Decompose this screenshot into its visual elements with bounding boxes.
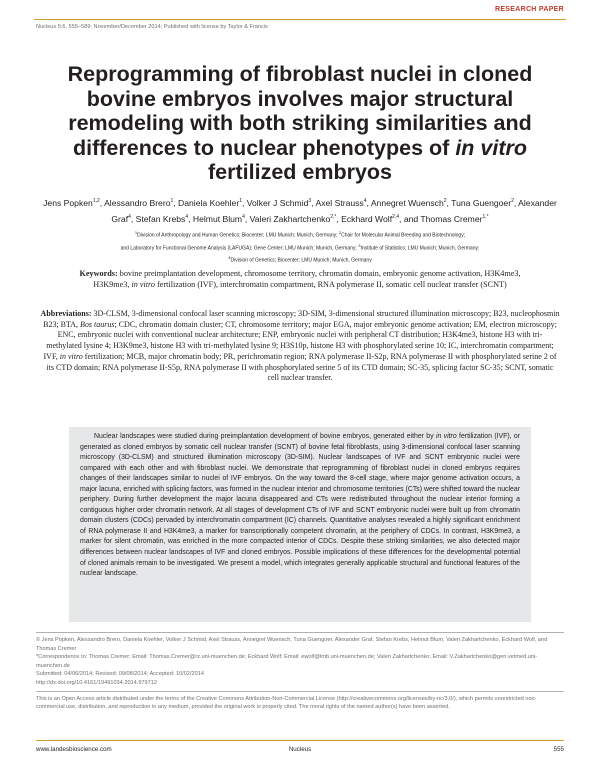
author-affiliation-marker: 1,2 — [92, 198, 100, 204]
affiliation-text: Institute of Statistics; LMU Munich; Munich, Germany; — [360, 245, 480, 252]
author-name: Annegret Wuensch — [370, 197, 444, 208]
footer-journal: Nucleus — [288, 746, 312, 753]
affiliation-marker: 1 — [134, 230, 138, 235]
affiliation-line — [36, 253, 564, 266]
author-name: Axel Strauss — [315, 197, 364, 208]
affiliation-line — [36, 241, 564, 254]
author-affiliation-marker: 1,* — [482, 213, 489, 220]
author-name: Alexander Graf — [111, 197, 557, 224]
author-name: Daniela Koehler — [178, 197, 240, 208]
keywords-text: bovine preimplantation development, chromosome territory, chromatin domain, embryonic genome activation, H3K4me3, H3K9me3, — [93, 269, 521, 289]
affiliation-text: Division of Anthropology and Human Genetics; Biocenter; LMU Munich; Munich, Germany; — [137, 232, 339, 239]
author-affiliation-marker: 1 — [170, 198, 174, 204]
top-bar — [0, 0, 600, 20]
affiliation-text: and Laboratory for Functional Genome Analysis (LAFUGA); Gene Center; LMU Munich; Munich, Germany; — [120, 245, 359, 252]
title-line: Reprogramming of fibroblast nuclei in cloned — [67, 62, 533, 86]
author-affiliation-marker: 2 — [511, 198, 514, 204]
author-name: Alessandro Brero — [104, 197, 171, 208]
dates: Submitted: 04/06/2014; Revised: 09/08/2014; Accepted: 10/02/2014 — [36, 671, 204, 678]
keywords-text: fertilization (IVF), interchromatin compartment, RNA polymerase II, somatic cell nuclear transfer (SCNT) — [157, 280, 507, 289]
copyright: © Jens Popken, Alessandro Brero, Daniela Koehler, Volker J Schmid, Axel Strauss, Annegret Wuensch, Tuna Guengoer, Alexander Graf, Stefan Krebs, Helmut Blum, Valeri Zakhartchenko, Eckhard Wolf, and Thomas Cremer — [36, 637, 548, 652]
author-name: Valeri Zakhartchenko — [249, 213, 331, 224]
abbreviations-italic: Bos taurus — [80, 319, 115, 329]
abbreviations — [40, 309, 560, 384]
author-name: Helmut Blum — [192, 213, 243, 224]
affiliation-marker: 2 — [338, 230, 342, 235]
affiliation-marker: 3 — [358, 242, 361, 248]
abstract-part: fertilization (IVF), or generated as cloned embryos by somatic cell nuclear transfer (SCNT) of bovine fetal fibroblasts, using 3-dimensional confocal laser scanning microscopy (3D-CLSM) and structured illumination microscopy (3D-SIM). Nuclear landscapes of IVF and SCNT embryonic nuclei were compared with each other and with fibroblast nuclei. We demonstrate that reprogramming of fibroblast nuclei in cloned embryos requires changes of their landscapes similar to nuclei of IVF embryos. On the way toward the 8-cell stage, where major genome activation occurs, a major lacuna, enriched with splicing factors, was formed in the nuclear interior and chromosome territories (CTs) were shifted toward the nuclear periphery. During further development the major lacuna disappeared and CTs were redistributed throughout the nuclear interior forming a contiguous higher order chromatin network. At all stages of development CTs of IVF and SCNT embryonic nuclei were built up from chromatin domain clusters (CDCs) pervaded by interchromatin compartment (IC) channels. Quantitative analyses revealed a highly significant enrichment of RNA polymerase II and H3K4me3, a marker for transcriptionally competent chromatin, at the periphery of CDCs. In contrast, H3K9me3, a marker for silent chromatin, was enriched in the more compacted interior of CDCs. Despite these striking similarities, we also detected major differences between nuclear landscapes of IVF and cloned embryos. Possible implications of these differences for the developmental potential of cloned animals remain to be investigated. We present a model, which integrates generally applicable structural and functional features of the nuclear landscape. — [80, 433, 521, 578]
affiliation-line — [36, 228, 564, 241]
author-affiliation-marker: 2,* — [330, 213, 337, 220]
affiliation-text: Division of Genetics; Biocenter; LMU Munich; Munich, Germany — [230, 257, 372, 264]
abbreviations-text: fertilization; MCB, major chromatin body; PR, perichromatin region; RNA polymerase II-S2p, RNA polymerase II with phosphorylated serine 2 of its CTD domain; RNA polymerase II-S5p, RNA polymerase II with phosphorylated serine 5 of its CTD domain; SC-35, splicing factor SC-35; SCNT, somatic cell nuclear transfer. — [46, 351, 557, 383]
article-title — [60, 62, 540, 185]
author-list: Jens Popken$^{1,2}$, Alessandro Brero$^1$, Daniela Koehler$^1$, Volker J Schmid$^3$, Axel Strauss$^4$, Annegret Wuensch$^2$, Tuna Guengoer$^2$, Alexander Graf$^4$, Stefan Krebs$^4$, Helmut Blum$^4$, Valeri Zakhartchenko$^{2,*}$, Eckhard Wolf$^{2,4}$, and Thomas Cremer$^{1,*}$ — [43, 197, 557, 224]
correspondence: *Correspondence to: Thomas Cremer; Email: Thomas.Cremer@rz.uni-muenchen.de; Eckhard Wolf; Email: ewolf@lmb.uni-muenchen.de; Valeri Zakhartchenko; Email: V.Zakhartchenko@gen.vetmed.uni-muenchen.de — [36, 654, 538, 669]
abstract-part: Nuclear landscapes were studied during preimplantation development of bovine embryos, generated either by — [94, 433, 434, 440]
author-affiliation-marker: 3 — [308, 198, 312, 204]
author-affiliation-marker: 4 — [185, 213, 189, 220]
title-italic: in vitro — [455, 135, 527, 160]
abstract-text — [80, 432, 520, 580]
author-name: Tuna Guengoer — [451, 197, 512, 208]
page-footer — [36, 743, 564, 755]
abbreviations-label: Abbreviations: — [40, 309, 92, 318]
affiliation-text: Chair for Molecular Animal Breeding and Biotechnology; — [341, 232, 466, 239]
author-affiliation-marker: 4 — [363, 198, 367, 204]
affiliations — [36, 228, 564, 266]
author-affiliation-marker: 4 — [242, 213, 245, 220]
keywords-label: Keywords: — [79, 269, 118, 278]
author-name: Stefan Krebs — [135, 213, 186, 224]
author-affiliation-marker: 1 — [239, 198, 242, 204]
author-affiliation-marker: 2 — [443, 198, 447, 204]
open-access-notice: This is an Open Access article distributed under the terms of the Creative Commons Attribution-Non-Commercial License (http://creativecommons.org/licenses/by-nc/3.0/), which permits unrestricted non-commercial use, distribution, and reproduction in any medium, provided the original work is properly cited. The moral rights of the named author(s) have been asserted. — [36, 691, 564, 712]
article-info — [36, 632, 564, 712]
article-type-label: RESEARCH PAPER — [494, 6, 564, 13]
abbreviations-italic: in vitro — [59, 351, 83, 361]
footer-website[interactable]: www.landesbioscience.com — [36, 746, 112, 753]
author-name: and Thomas Cremer — [403, 213, 483, 224]
author-name: Jens Popken — [43, 197, 93, 208]
title-text: differences to nuclear phenotypes of — [73, 135, 450, 160]
title-line: bovine embryos involves major structural — [86, 86, 514, 111]
abbreviations-text: ; CDC, chromatin domain cluster; CT, chromosome territory; major EGA, major embryonic genome activation; EM, electron microscopy; ENC, embryonic nuclei with conventional nuclear architecture; ENP, embryonic nuclei with peripheral CT distribution; H3K4me3, histone H3 with tri-methylated lysine 4; H3K9me3, histone H3 with tri-methylated lysine 9; H3S10p, histone H3 with phosphorylated serine 10; IC, interchromatin compartment; IVF, — [43, 319, 557, 361]
doi-link[interactable]: http://dx.doi.org/10.4161/19491034.2014.979712 — [36, 679, 157, 686]
journal-info: Nucleus 5:6, 555–589; November/December 2014; Published with license by Taylor & Francis — [36, 24, 268, 30]
title-line — [60, 136, 540, 161]
author-name: Eckhard Wolf — [341, 213, 393, 224]
author-name: Volker J Schmid — [246, 197, 309, 208]
keywords-italic: in vitro — [131, 280, 156, 289]
keywords — [70, 268, 530, 290]
title-line: remodeling with both striking similarities and — [68, 111, 532, 135]
affiliation-marker: 4 — [228, 255, 231, 261]
footer-rule — [36, 740, 564, 741]
top-rule — [34, 19, 566, 20]
author-affiliation-marker: 2,4 — [392, 213, 400, 220]
abstract-italic: in vitro — [435, 433, 457, 440]
author-affiliation-marker: 4 — [128, 213, 131, 220]
abbreviations-text: 3D-CLSM, 3-dimensional confocal laser scanning microscopy; 3D-SIM, 3-dimensional structured illumination microscopy; B23, nucleophosmin B23; BTA, — [43, 309, 560, 329]
title-line: fertilized embryos — [208, 160, 392, 184]
page-number: 555 — [553, 746, 564, 753]
